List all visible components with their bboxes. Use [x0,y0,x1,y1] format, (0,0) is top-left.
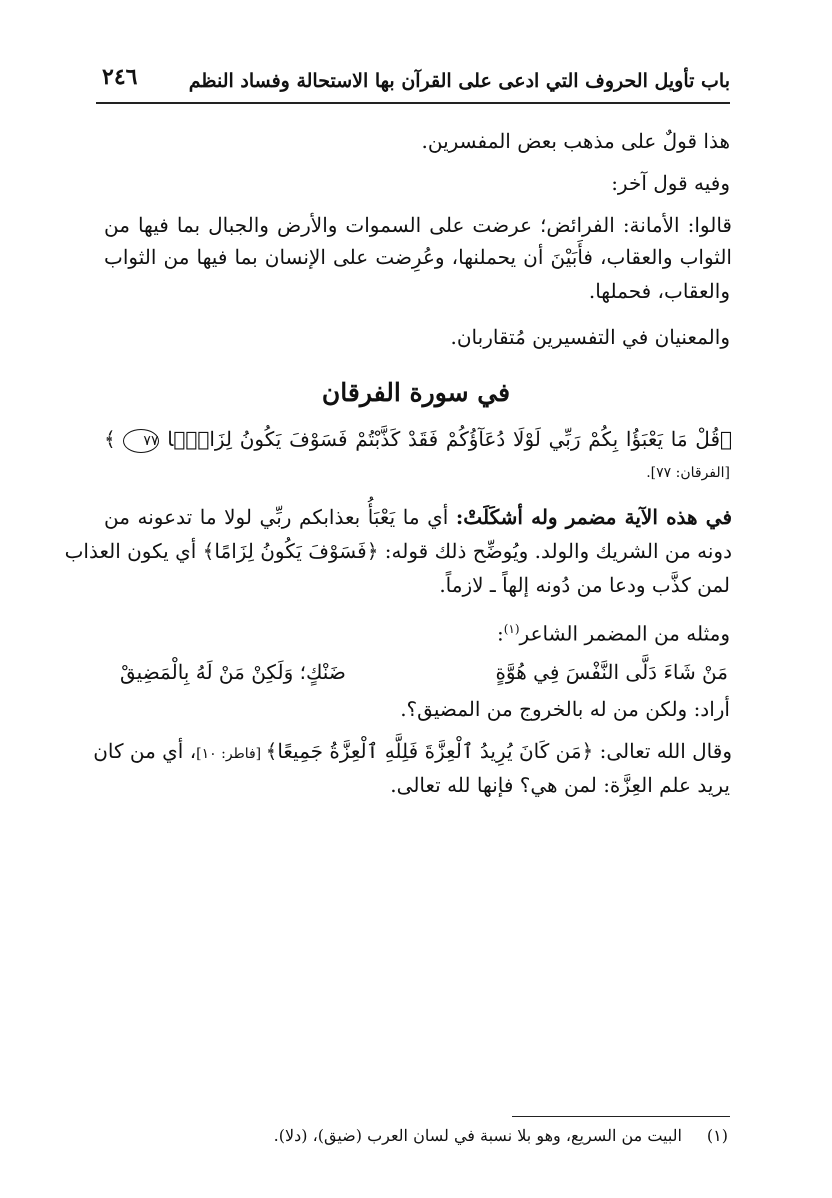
poem-first-hemistich: مَنْ شَاءَ دَلَّى النَّفْسَ فِي هُوَّةٍ [495,660,728,684]
paragraph-line [104,502,732,532]
paragraph-line: يريد علم العِزَّة: لمن هي؟ فإنها لله تعالى. [390,773,730,797]
paragraph-line: قالوا: الأمانة: الفرائض؛ عرضت على السموات والأرض والجبال بما فيها من [104,213,732,237]
verse-reference: [فاطر: ١٠] [196,746,266,762]
quran-verse [104,424,732,454]
footnote-text: البيت من السريع، وهو بلا نسبة في لسان العرب (ضيق)، (دلا). [273,1126,682,1145]
paragraph-line: والعقاب، فحملها. [588,279,730,303]
paragraph-line: لمن كذَّب ودعا من دُونه إلهاً ـ لازماً. [439,573,730,597]
line-start: وقال الله تعالى: [593,739,732,763]
paragraph-line: الثواب والعقاب، فأَبَيْنَ أن يحملنها، وعُرِضت على الإنسان بما فيها من الثواب [104,245,732,269]
paragraph-line: والمعنيان في التفسيرين مُتقاربان. [450,325,730,349]
line-end: ، أي من كان [93,739,197,763]
poem-second-hemistich: ضَنْكٍ؛ وَلَكِنْ مَنْ لَهُ بِالْمَضِيقْ [120,660,346,684]
line-end: : [496,621,504,646]
footnote-ref: (١) [503,622,520,636]
page-number: ٢٤٦ [102,64,138,90]
footnote-rule [512,1116,730,1117]
footnote-number: (١) [706,1126,728,1145]
inline-verse: ﴿مَن كَانَ يُرِيدُ ٱلْعِزَّةَ فَلِلَّهِ ٱلْعِزَّةُ جَمِيعًا﴾ [265,739,594,763]
line-text: ومثله من المضمر الشاعر [519,621,730,646]
paragraph-line: هذا قولٌ على مذهب بعض المفسرين. [421,129,730,153]
verse-text: ﴿قُلْ مَا يَعْبَؤُا بِكُمْ رَبِّي لَوْلَا دُعَآؤُكُمْ فَقَدْ كَذَّبْتُمْ فَسَوْفَ يَكُونُ لِزَامًۢا [167,427,733,451]
section-heading: في سورة الفرقان [321,378,511,407]
paragraph-line [497,614,730,649]
page-header [96,62,730,104]
running-title: باب تأويل الحروف التي ادعى على القرآن بها الاستحالة وفساد النظم [188,70,730,92]
paragraph-line: دونه من الشريك والولد. ويُوضِّح ذلك قوله: ﴿فَسَوْفَ يَكُونُ لِزَامًا﴾ أي يكون العذاب [64,539,732,563]
verse-number-badge: ٧٧ [123,429,159,453]
line-rest: أي ما يَعْبَأُ بعذابكم ربِّي لولا ما تدعونه من [104,505,456,529]
verse-close-bracket: ﴾ [104,427,116,451]
paragraph-line: وفيه قول آخر: [611,171,730,195]
paragraph-line [93,736,732,769]
paragraph-line: أراد: ولكن من له بالخروج من المضيق؟. [400,697,730,721]
verse-reference: [الفرقان: ٧٧]. [646,465,730,481]
bold-lead: في هذه الآية مضمر وله أشكَلَتْ: [455,505,733,529]
